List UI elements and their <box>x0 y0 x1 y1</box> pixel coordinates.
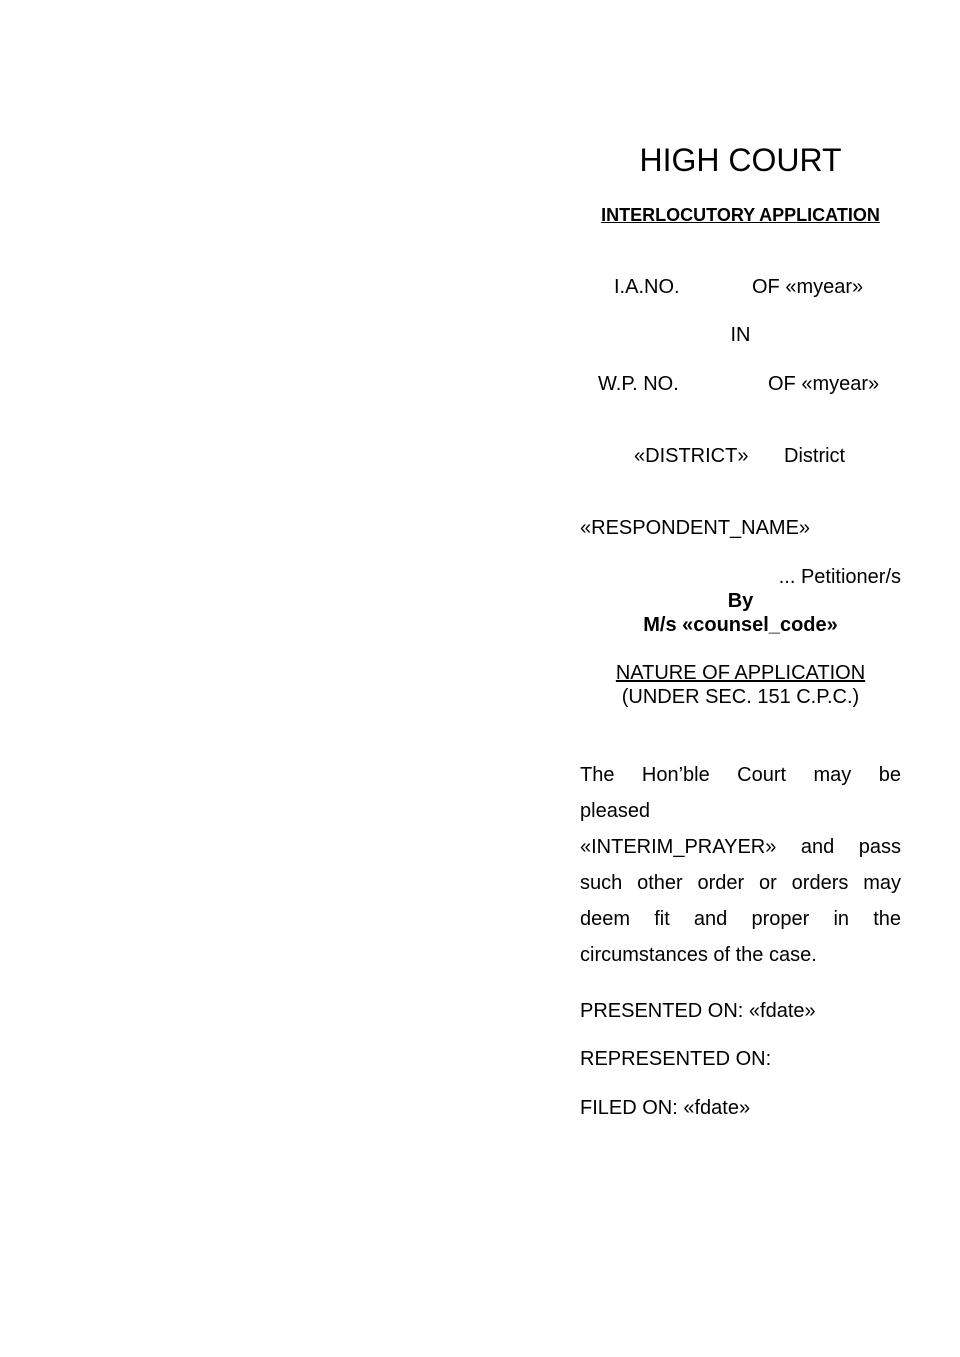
court-title: HIGH COURT <box>639 142 842 178</box>
nature-of-application-heading: NATURE OF APPLICATION <box>615 662 866 684</box>
district-label: District <box>784 445 846 467</box>
prayer-paragraph <box>580 757 901 973</box>
prayer-line: circumstances of the case. <box>580 944 817 966</box>
prayer-line: The Hon’ble Court may be <box>580 764 901 786</box>
prayer-line: «INTERIM_PRAYER» and pass <box>580 836 901 858</box>
in-connector: IN <box>730 324 751 346</box>
counsel-field: M/s «counsel_code» <box>643 614 838 636</box>
prayer-line: such other order or orders may <box>580 872 901 894</box>
statute-section: (UNDER SEC. 151 C.P.C.) <box>621 686 860 708</box>
represented-on-field: REPRESENTED ON: <box>580 1048 772 1070</box>
respondent-name-field: «RESPONDENT_NAME» <box>580 517 811 539</box>
filed-on-field: FILED ON: «fdate» <box>580 1097 751 1119</box>
by-label: By <box>727 590 754 612</box>
ia-number-label: I.A.NO. <box>614 276 680 298</box>
wp-number-label: W.P. NO. <box>598 373 679 395</box>
presented-on-field: PRESENTED ON: «fdate» <box>580 1000 816 1022</box>
ia-year-field: OF «myear» <box>752 276 864 298</box>
district-field: «DISTRICT» <box>634 445 749 467</box>
petitioner-label: ... Petitioner/s <box>778 566 901 588</box>
prayer-line: deem fit and proper in the <box>580 908 901 930</box>
wp-year-field: OF «myear» <box>768 373 880 395</box>
application-type-heading: INTERLOCUTORY APPLICATION <box>601 205 880 225</box>
prayer-line: pleased <box>580 800 651 822</box>
